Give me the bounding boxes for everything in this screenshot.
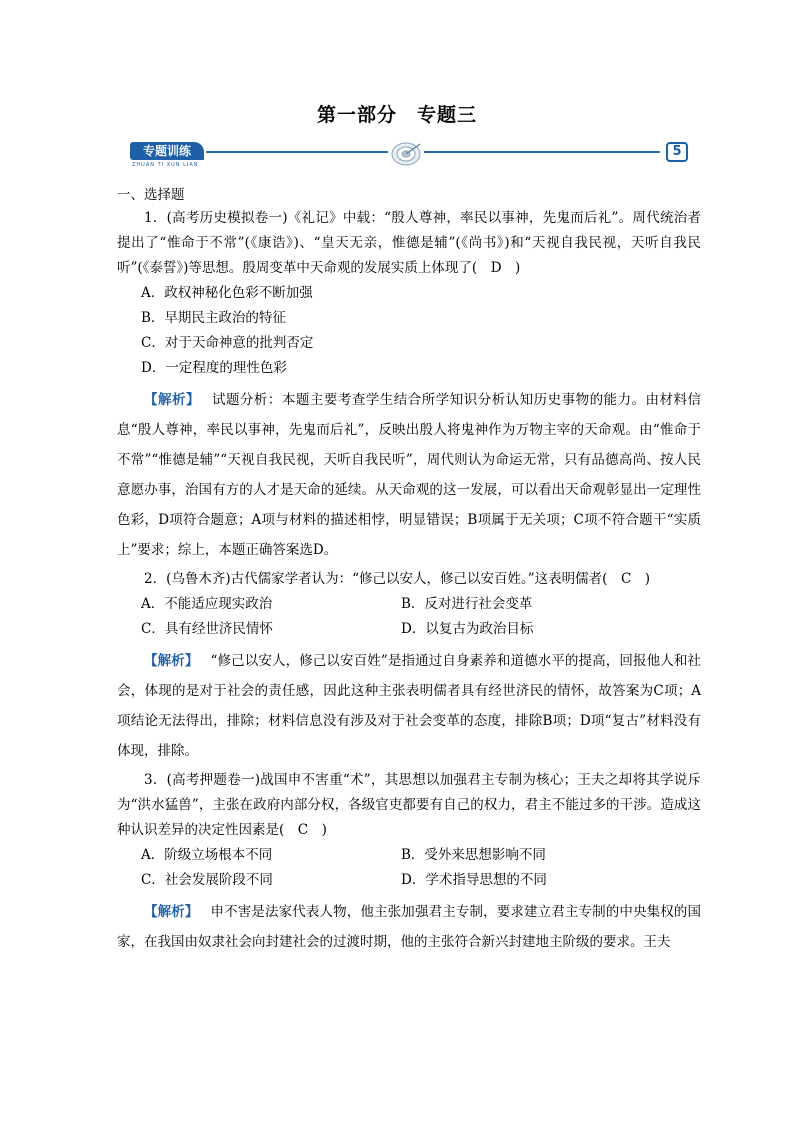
explanation-tag: 【解析】 (144, 392, 200, 408)
banner-label: 专题训练 (130, 142, 204, 160)
option: C．对于天命神意的批判否定 (141, 335, 314, 351)
section-banner (128, 140, 688, 176)
option: B．反对进行社会变革 (401, 596, 533, 612)
explanation (117, 897, 701, 957)
option: A．不能适应现实政治 (141, 596, 273, 612)
explanation-text: 试题分析：本题主要考查学生结合所学知识分析认知历史事物的能力。由材料信息“殷人尊神，率民以事神，先鬼而后礼”，反映出殷人将鬼神作为万物主宰的天命观。由“惟命于不常”“惟德是辅”“天视自我民视，天听自我民听”，周代则认为命运无常，只有品德高尚、按人民意愿办事，治国有方的人才是天命的延续。从天命观的这一发展，可以看出天命观彰显出一定理性色彩，D项符合题意；A项与材料的描述相悖，明显错误；B项属于无关项；C项不符合题干“实质上”要求；综上，本题正确答案选D。 (117, 392, 702, 558)
option: D．以复古为政治目标 (401, 621, 534, 637)
option: B．受外来思想影响不同 (401, 847, 546, 863)
option-row (141, 592, 701, 617)
banner-subtitle: ZHUAN TI XUN LIAN (132, 162, 199, 168)
question-stem: 2．(乌鲁木齐)古代儒家学者认为：“修己以安人，修己以安百姓。”这表明儒者( C ) (144, 571, 651, 587)
explanation-tag: 【解析】 (144, 904, 199, 920)
option-row (141, 617, 701, 642)
explanation (117, 646, 701, 766)
explanation-text: “修己以安人，修己以安百姓”是指通过自身素养和道德水平的提高，回报他人和社会，体现的是对于社会的责任感，因此这种主张表明儒者具有经世济民的情怀，故答案为C项；A项结论无法得出，排除；材料信息没有涉及对于社会变革的态度，排除B项；D项“复古”材料没有体现，排除。 (117, 653, 701, 759)
option-row (141, 843, 701, 868)
explanation (117, 385, 701, 565)
explanation-tag: 【解析】 (144, 653, 199, 669)
option: B．早期民主政治的特征 (141, 310, 286, 326)
option: C．具有经世济民情怀 (141, 621, 273, 637)
banner-line-right (424, 151, 660, 153)
banner-number: 5 (666, 142, 688, 162)
question-stem: 1．(高考历史模拟卷一)《礼记》中载：“殷人尊神，率民以事神，先鬼而后礼”。周代统治者提出了“惟命于不常”(《康诰》)、“皇天无亲，惟德是辅”(《尚书》)和“天视自我民视，天听自我民听”(《泰誓》)等思想。殷周变革中天命观的发展实质上体现了( D ) (117, 210, 701, 276)
option-row (141, 868, 701, 893)
question-list (117, 184, 701, 959)
option: C．社会发展阶段不同 (141, 872, 273, 888)
target-icon (386, 140, 426, 168)
option: D．一定程度的理性色彩 (141, 360, 287, 376)
page-title: 第一部分 专题三 (316, 104, 477, 126)
explanation-text: 申不害是法家代表人物，他主张加强君主专制，要求建立君主专制的中央集权的国家，在我国由奴隶社会向封建社会的过渡时期，他的主张符合新兴封建地主阶级的要求。王夫 (117, 904, 702, 950)
option: D．学术指导思想的不同 (401, 872, 547, 888)
question-stem: 3．(高考押题卷一)战国申不害重“术”，其思想以加强君主专制为核心；王夫之却将其学说斥为“洪水猛兽”，主张在政府内部分权，各级官吏都要有自己的权力，君主不能过多的干涉。造成这种认识差异的决定性因素是( C ) (117, 772, 701, 838)
option: A．阶级立场根本不同 (141, 847, 273, 863)
banner-line-left (206, 151, 388, 153)
option: A．政权神秘化色彩不断加强 (141, 285, 313, 301)
section-heading: 一、选择题 (117, 187, 185, 203)
